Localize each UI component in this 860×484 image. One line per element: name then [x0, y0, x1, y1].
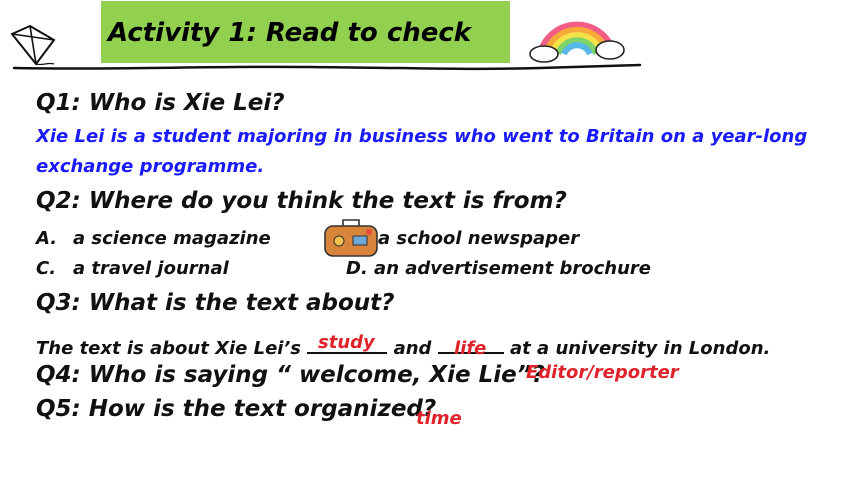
answer-5: time — [416, 408, 462, 429]
option-d-text: D. an advertisement brochure — [346, 258, 651, 279]
answer-4: Editor/reporter — [526, 362, 679, 383]
option-a-letter: A. — [36, 228, 58, 249]
page-title: Activity 1: Read to check — [108, 18, 472, 48]
kite-icon — [8, 24, 68, 68]
question-1: Q1: Who is Xie Lei? — [36, 90, 285, 116]
fill-answer-life: life — [454, 338, 487, 359]
answer-1-line-1: Xie Lei is a student majoring in business who went to Britain on a year-long — [36, 126, 808, 147]
suitcase-icon — [323, 216, 379, 258]
question-3: Q3: What is the text about? — [36, 290, 395, 316]
answer-1-line-2: exchange programme. — [36, 156, 265, 177]
option-c-letter: C. — [36, 258, 57, 279]
option-a-text: a science magazine — [73, 228, 271, 249]
q3-sentence-part-3: at a university in London. — [510, 338, 771, 359]
question-4: Q4: Who is saying “ welcome, Xie Lie”? — [36, 362, 545, 388]
option-b-text: a school newspaper — [378, 228, 580, 249]
option-c-text: a travel journal — [73, 258, 229, 279]
q3-sentence-part-2: and — [393, 338, 432, 359]
question-5: Q5: How is the text organized? — [36, 396, 437, 422]
question-2: Q2: Where do you think the text is from? — [36, 188, 567, 214]
fill-answer-study: study — [318, 332, 375, 353]
rainbow-icon — [528, 4, 628, 64]
q3-sentence — [36, 336, 770, 359]
q3-sentence-part-1: The text is about Xie Lei’s — [36, 338, 302, 359]
